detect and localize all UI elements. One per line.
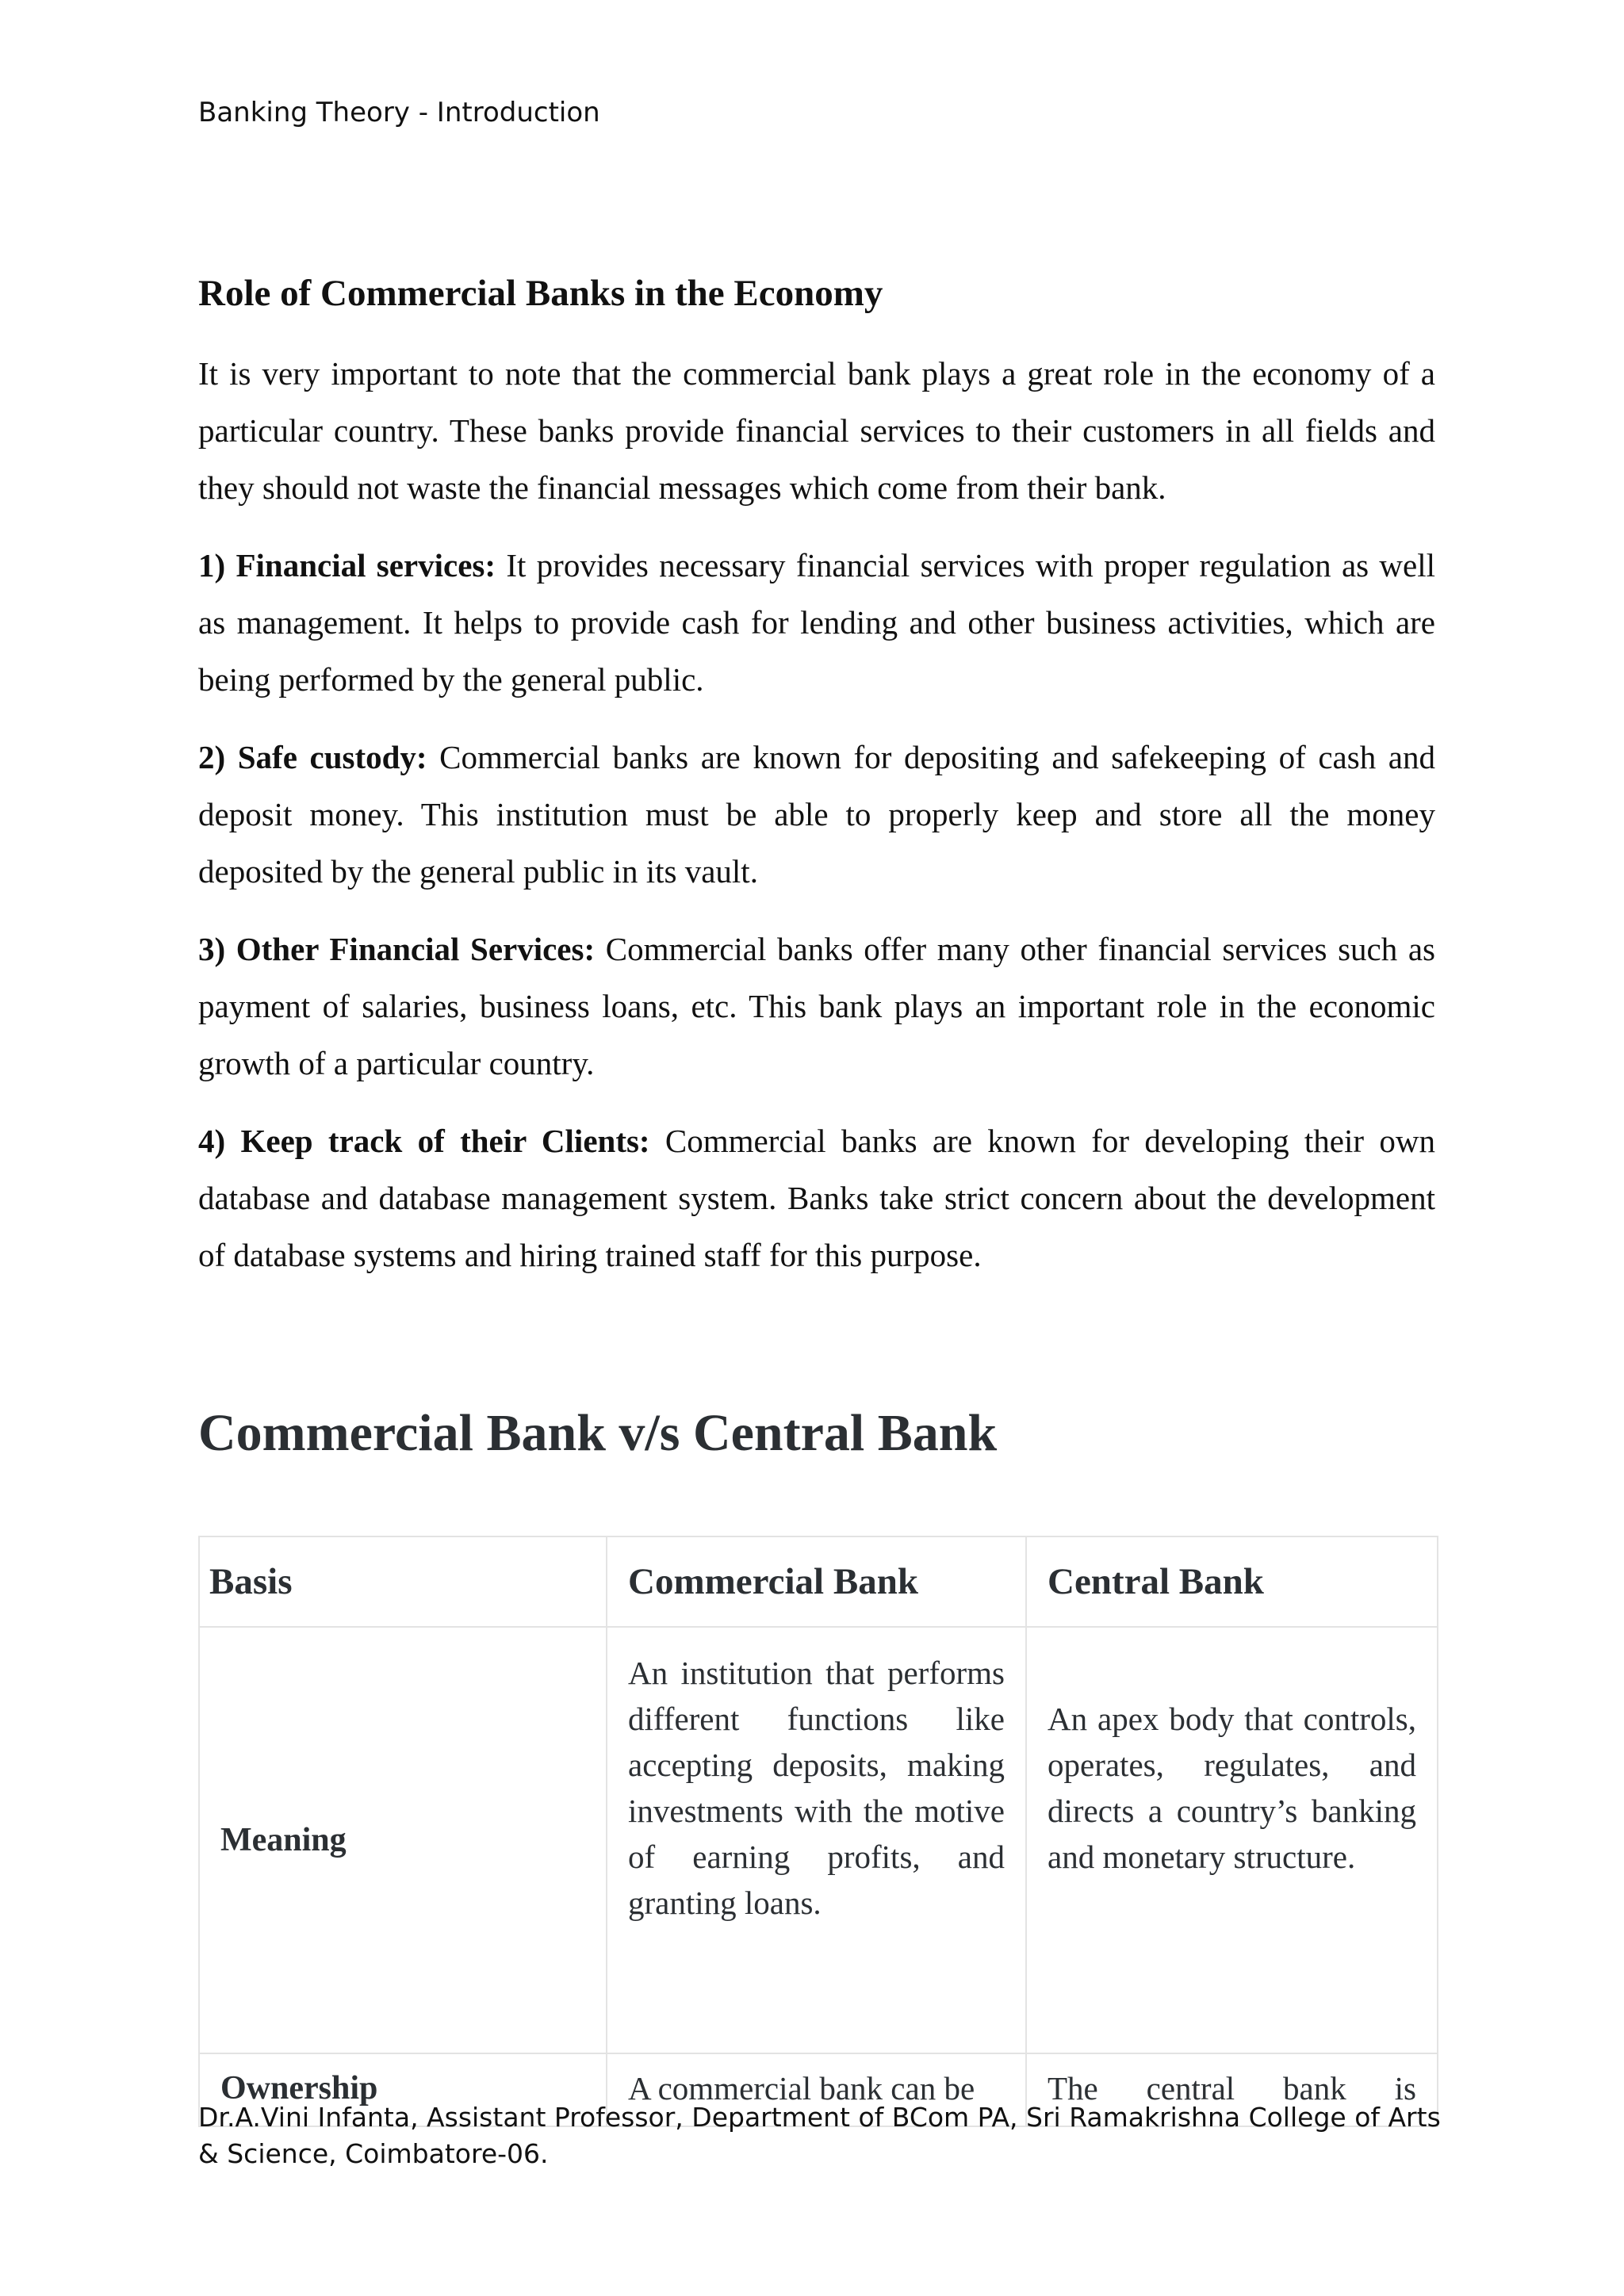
comparison-title: Commercial Bank v/s Central Bank [198, 1404, 998, 1462]
point-keep-track-clients [198, 1112, 1435, 1284]
cell-central: The central bank is [1026, 2053, 1438, 2126]
header-commercial-bank: Commercial Bank [607, 1536, 1026, 1627]
cell-central: An apex body that controls, operates, regulates, and directs a country’s banking and monetary structure. [1026, 1627, 1438, 2053]
point-financial-services [198, 537, 1435, 708]
page-footer: Dr.A.Vini Infanta, Assistant Professor, Department of BCom PA, Sri Ramakrishna College of Arts & Science, Coimbatore-06. [198, 2102, 1441, 2169]
intro-paragraph: It is very important to note that the commercial bank plays a great role in the economy of a particular country. These banks provide financial services to their customers in all fields and they should not waste the financial messages which come from their bank. [198, 355, 1435, 507]
point-label: 3) Other Financial Services: [198, 931, 596, 968]
point-text: Commercial banks are known for depositing and safekeeping of cash and deposit money. This institution must be able to properly keep and store all the money deposited by the general public in its vault. [198, 739, 1435, 890]
section-role-of-banks [198, 270, 1435, 1304]
section-title: Role of Commercial Banks in the Economy [198, 273, 883, 314]
header-central-bank: Central Bank [1026, 1536, 1438, 1627]
cell-commercial: A commercial bank can be [607, 2053, 1026, 2126]
comparison-table [198, 1536, 1438, 2127]
table-header-row [199, 1536, 1438, 1627]
point-safe-custody [198, 729, 1435, 900]
point-text: It provides necessary financial services with proper regulation as well as management. It helps to provide cash for lending and other business activities, which are being performed by the general public. [198, 547, 1435, 698]
point-text: Commercial banks are known for developing their own database and database management system. Banks take strict concern about the development of database systems and hiring trained staff for this purpose. [198, 1123, 1435, 1274]
point-text: Commercial banks offer many other financial services such as payment of salaries, business loans, etc. This bank plays an important role in the economic growth of a particular country. [198, 931, 1435, 1082]
running-header: Banking Theory - Introduction [198, 97, 600, 128]
header-basis: Basis [199, 1536, 607, 1627]
point-label: 1) Financial services: [198, 547, 496, 584]
cell-basis: Ownership [199, 2053, 607, 2126]
point-other-financial-services [198, 920, 1435, 1092]
point-label: 2) Safe custody: [198, 739, 427, 776]
cell-basis: Meaning [199, 1627, 607, 2053]
cell-commercial: An institution that performs different functions like accepting deposits, making investments with the motive of earning profits, and granting loans. [607, 1627, 1026, 2053]
point-label: 4) Keep track of their Clients: [198, 1123, 650, 1160]
table-row [199, 1627, 1438, 2053]
